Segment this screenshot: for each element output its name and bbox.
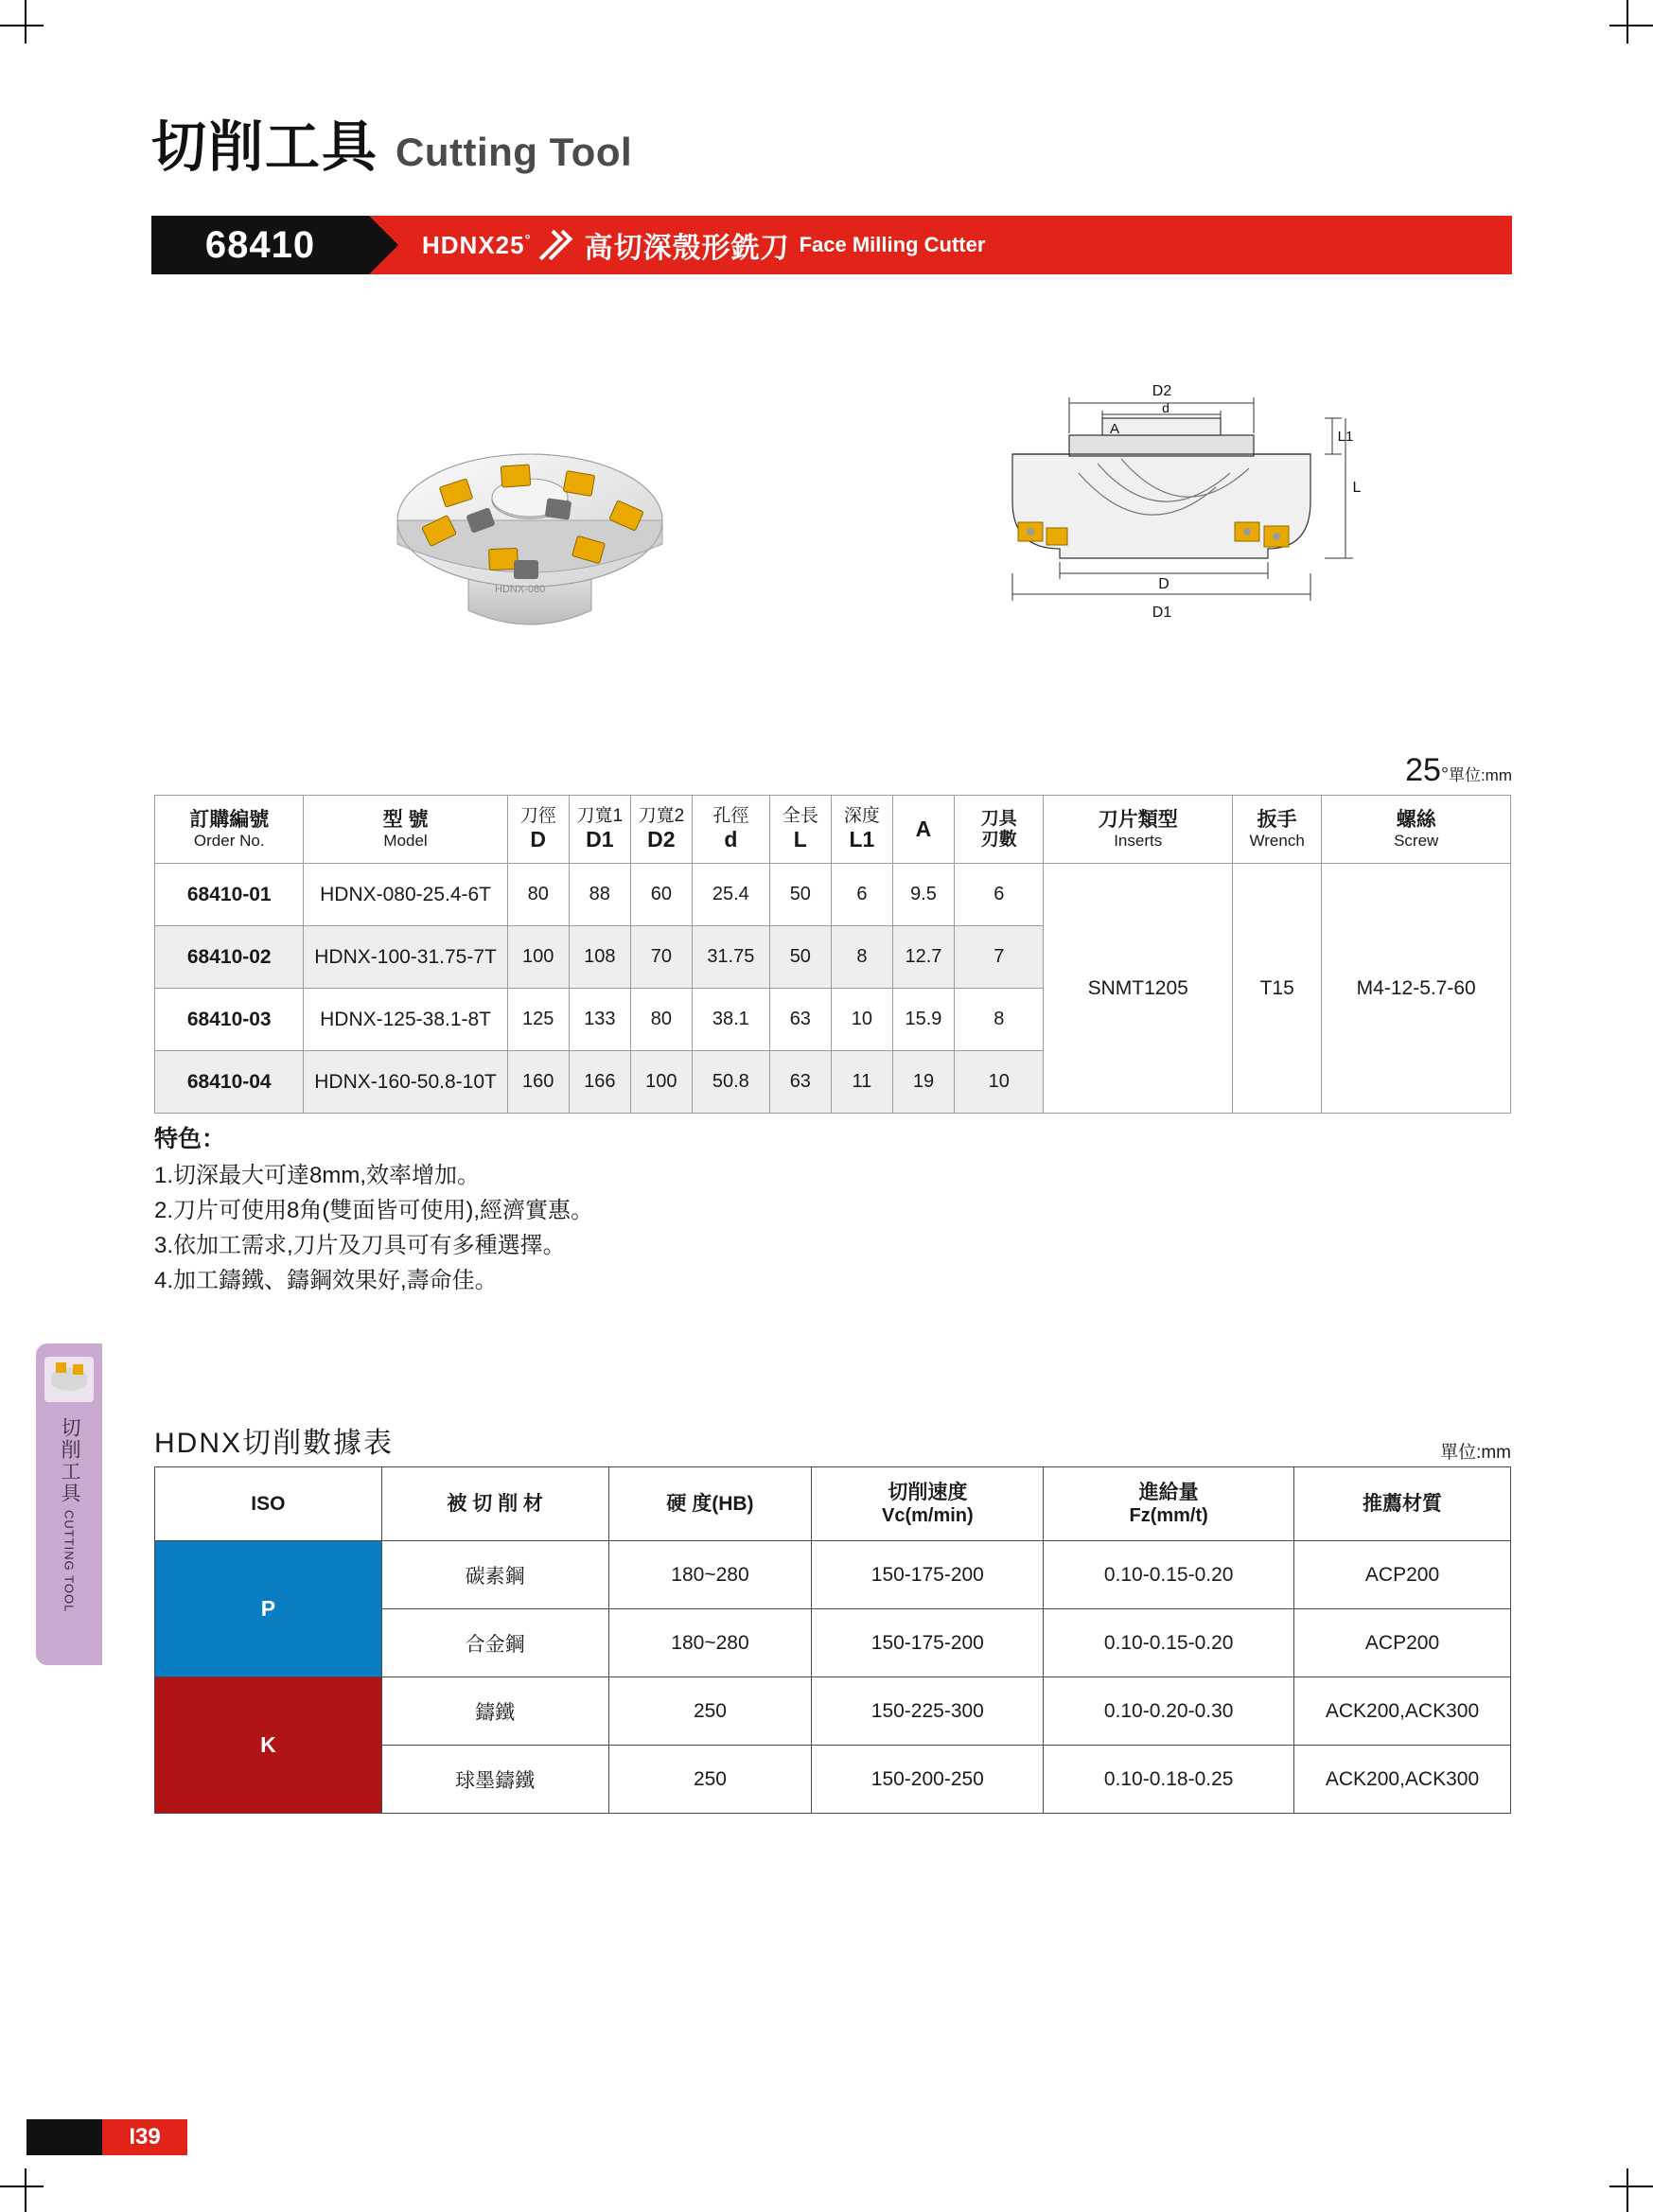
cell-vc: 150-225-300 [812, 1677, 1044, 1746]
cell-fz: 0.10-0.15-0.20 [1044, 1541, 1294, 1609]
cell-order: 68410-02 [155, 926, 304, 989]
cell-inserts: SNMT1205 [1044, 864, 1232, 1114]
spec-header-model: 型 號 Model [304, 796, 507, 864]
cell-A: 12.7 [892, 926, 954, 989]
dim-label-D1: D1 [1152, 605, 1172, 621]
cell-grade: ACP200 [1294, 1609, 1511, 1677]
dim-label-d: d [1162, 400, 1169, 415]
cell-D2: 80 [630, 989, 692, 1051]
specification-table [154, 795, 1511, 1114]
series-degree: ° [524, 231, 532, 248]
cut-header-speed: 切削速度 Vc(m/min) [812, 1467, 1044, 1541]
cell-model: HDNX-160-50.8-10T [304, 1051, 507, 1114]
cutting-data-unit: 單位:mm [1440, 1443, 1511, 1463]
crop-mark-top-right-h [1609, 25, 1653, 26]
dim-label-A: A [1109, 421, 1120, 437]
cell-L: 50 [769, 926, 831, 989]
table-row [155, 1541, 1511, 1609]
cell-d: 50.8 [692, 1051, 769, 1114]
cell-material: 球墨鑄鐵 [381, 1746, 608, 1814]
side-tab-label-en: CUTTING TOOL [62, 1510, 77, 1613]
cell-order: 68410-04 [155, 1051, 304, 1114]
cell-hardness: 250 [608, 1746, 812, 1814]
cell-fz: 0.10-0.15-0.20 [1044, 1609, 1294, 1677]
spec-header-d: 孔徑 d [692, 796, 769, 864]
cut-header-material: 被 切 削 材 [381, 1467, 608, 1541]
cell-D1: 166 [569, 1051, 630, 1114]
cell-D: 125 [507, 989, 569, 1051]
cell-fz: 0.10-0.18-0.25 [1044, 1746, 1294, 1814]
cell-teeth: 10 [955, 1051, 1044, 1114]
cell-L1: 11 [831, 1051, 892, 1114]
page-number: I39 [102, 2119, 187, 2155]
cell-A: 9.5 [892, 864, 954, 926]
spec-header-D1: 刀寬1 D1 [569, 796, 630, 864]
spec-header-inserts: 刀片類型 Inserts [1044, 796, 1232, 864]
product-name-cn: 高切深殼形銑刀 [584, 233, 790, 264]
cell-grade: ACP200 [1294, 1541, 1511, 1609]
cell-L1: 10 [831, 989, 892, 1051]
crop-mark-top-left-v [25, 0, 26, 44]
technical-drawing [956, 360, 1363, 700]
angle-value: 25 [1405, 752, 1441, 788]
cell-grade: ACK200,ACK300 [1294, 1746, 1511, 1814]
cutting-data-table [154, 1466, 1511, 1814]
crop-mark-bottom-right-v [1627, 2168, 1628, 2212]
page-title-en: Cutting Tool [396, 130, 633, 174]
spec-header-L: 全長 L [769, 796, 831, 864]
cell-L1: 8 [831, 926, 892, 989]
cell-material: 合金鋼 [381, 1609, 608, 1677]
cell-fz: 0.10-0.20-0.30 [1044, 1677, 1294, 1746]
table-row [155, 864, 1511, 926]
cell-teeth: 7 [955, 926, 1044, 989]
side-tab-label-cn: 切削工具 [59, 1417, 80, 1504]
spec-header-L1: 深度 L1 [831, 796, 892, 864]
crop-mark-bottom-right-h [1609, 2186, 1653, 2187]
cell-D: 100 [507, 926, 569, 989]
features-title: 特色： [154, 1126, 226, 1152]
series-label [422, 231, 532, 260]
iso-group-p: P [155, 1541, 382, 1677]
cell-d: 25.4 [692, 864, 769, 926]
cell-D1: 88 [569, 864, 630, 926]
product-name-en: Face Milling Cutter [799, 233, 986, 256]
cell-A: 15.9 [892, 989, 954, 1051]
cell-D2: 60 [630, 864, 692, 926]
feature-item: 4.加工鑄鐵、鑄鋼效果好,壽命佳。 [154, 1268, 498, 1294]
side-tab [36, 1343, 102, 1665]
cell-D: 160 [507, 1051, 569, 1114]
cell-L1: 6 [831, 864, 892, 926]
cell-vc: 150-175-200 [812, 1609, 1044, 1677]
features-block [154, 1121, 593, 1299]
cell-D2: 70 [630, 926, 692, 989]
cell-model: HDNX-100-31.75-7T [304, 926, 507, 989]
cell-teeth: 6 [955, 864, 1044, 926]
cut-header-grade: 推薦材質 [1294, 1467, 1511, 1541]
cut-header-feed: 進給量 Fz(mm/t) [1044, 1467, 1294, 1541]
svg-text:HDNX-080: HDNX-080 [495, 584, 546, 595]
cell-vc: 150-200-250 [812, 1746, 1044, 1814]
cell-model: HDNX-080-25.4-6T [304, 864, 507, 926]
page-title-cn: 切削工具 [151, 116, 379, 178]
cell-wrench: T15 [1232, 864, 1321, 1114]
page-header [151, 102, 632, 182]
crop-mark-bottom-left-h [0, 2186, 44, 2187]
cell-D1: 108 [569, 926, 630, 989]
dim-label-D: D [1158, 576, 1169, 592]
cell-d: 38.1 [692, 989, 769, 1051]
cell-hardness: 250 [608, 1677, 812, 1746]
unit-label: 單位:mm [1448, 766, 1512, 784]
chevron-right-icon [545, 230, 564, 260]
cell-L: 50 [769, 864, 831, 926]
feature-item: 3.依加工需求,刀片及刀具可有多種選擇。 [154, 1233, 566, 1259]
feature-item: 1.切深最大可達8mm,效率增加。 [154, 1162, 481, 1188]
spec-header-teeth: 刀具 刃數 [955, 796, 1044, 864]
cell-d: 31.75 [692, 926, 769, 989]
cell-D: 80 [507, 864, 569, 926]
crop-mark-top-right-v [1627, 0, 1628, 44]
spec-header-D2: 刀寬2 D2 [630, 796, 692, 864]
cell-teeth: 8 [955, 989, 1044, 1051]
angle-note [1405, 752, 1512, 789]
crop-mark-bottom-left-v [25, 2168, 26, 2212]
dim-label-D2: D2 [1152, 383, 1172, 399]
crop-mark-top-left-h [0, 25, 44, 26]
series-band [151, 216, 1512, 274]
cell-vc: 150-175-200 [812, 1541, 1044, 1609]
spec-header-screw: 螺絲 Screw [1322, 796, 1511, 864]
series-label-text: HDNX25 [422, 230, 525, 259]
side-tab-thumbnail-icon [44, 1357, 94, 1402]
spec-header-A: A [892, 796, 954, 864]
series-code: 68410 [151, 216, 369, 274]
spec-header-wrench: 扳手 Wrench [1232, 796, 1321, 864]
table-row [155, 1677, 1511, 1746]
spec-header-order: 訂購編號 Order No. [155, 796, 304, 864]
cutting-data-title: HDNX切削數據表 [154, 1428, 395, 1459]
cell-D2: 100 [630, 1051, 692, 1114]
cell-hardness: 180~280 [608, 1541, 812, 1609]
cell-A: 19 [892, 1051, 954, 1114]
dim-label-L: L [1352, 480, 1362, 496]
cut-header-hardness: 硬 度(HB) [608, 1467, 812, 1541]
feature-item: 2.刀片可使用8角(雙面皆可使用),經濟實惠。 [154, 1197, 594, 1223]
cell-order: 68410-03 [155, 989, 304, 1051]
spec-header-row [155, 796, 1511, 864]
cut-header-iso: ISO [155, 1467, 382, 1541]
cell-material: 碳素鋼 [381, 1541, 608, 1609]
cell-material: 鑄鐵 [381, 1677, 608, 1746]
cell-order: 68410-01 [155, 864, 304, 926]
cell-D1: 133 [569, 989, 630, 1051]
cell-hardness: 180~280 [608, 1609, 812, 1677]
cell-screw: M4-12-5.7-60 [1322, 864, 1511, 1114]
cell-L: 63 [769, 1051, 831, 1114]
cell-model: HDNX-125-38.1-8T [304, 989, 507, 1051]
cell-L: 63 [769, 989, 831, 1051]
iso-group-k: K [155, 1677, 382, 1814]
spec-header-D: 刀徑 D [507, 796, 569, 864]
cutting-header-row [155, 1467, 1511, 1541]
product-photo [326, 378, 733, 681]
cell-grade: ACK200,ACK300 [1294, 1677, 1511, 1746]
angle-degree-icon: ° [1440, 764, 1449, 785]
dim-label-L1: L1 [1337, 429, 1354, 445]
